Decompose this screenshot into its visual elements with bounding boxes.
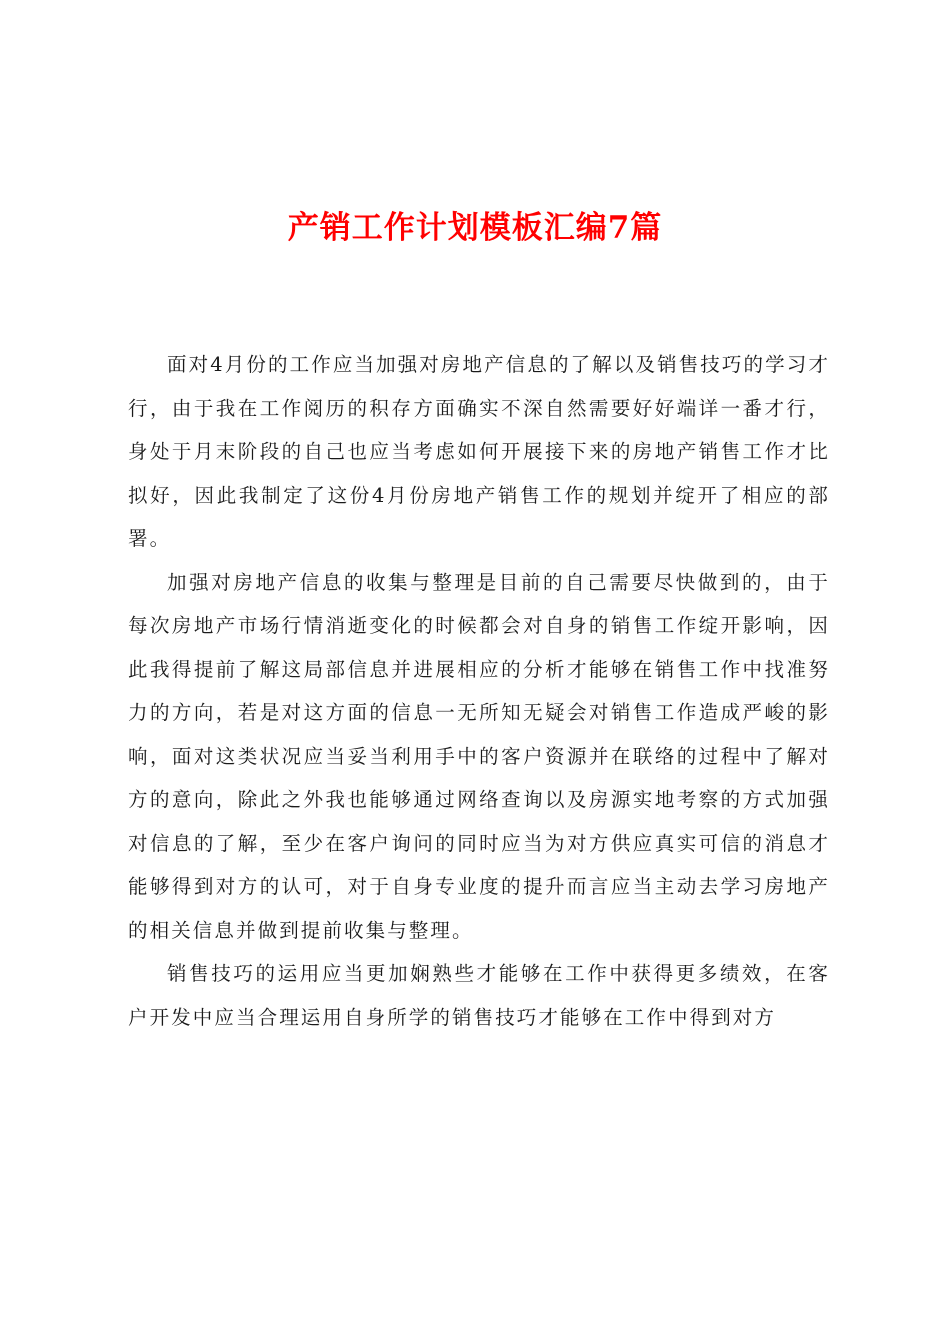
- document-title: 产销工作计划模板汇编7篇: [287, 210, 663, 246]
- paragraph-2: 加强对房地产信息的收集与整理是目前的自己需要尽快做到的，由于每次房地产市场行情消逝变化的时候都会对自身的销售工作绽开影响，因此我得提前了解这局部信息并进展相应的分析才能够在销售工作中找准努力的方向，若是对这方面的信息一无所知无疑会对销售工作造成严峻的影响，面对这类状况应当妥当利用手中的客户资源并在联络的过程中了解对方的意向，除此之外我也能够通过网络查询以及房源实地考察的方式加强对信息的了解，至少在客户询问的同时应当为对方供应真实可信的消息才能够得到对方的认可，对于自身专业度的提升而言应当主动去学习房地产的相关信息并做到提前收集与整理。: [128, 570, 830, 942]
- document-body: [128, 343, 830, 1039]
- paragraph-1: 面对4月份的工作应当加强对房地产信息的了解以及销售技巧的学习才行，由于我在工作阅历的积存方面确实不深自然需要好好端详一番才行，身处于月末阶段的自己也应当考虑如何开展接下来的房地产销售工作才比拟好，因此我制定了这份4月份房地产销售工作的规划并绽开了相应的部署。: [128, 353, 830, 550]
- paragraph-3: 销售技巧的运用应当更加娴熟些才能够在工作中获得更多绩效，在客户开发中应当合理运用自身所学的销售技巧才能够在工作中得到对方: [128, 962, 830, 1029]
